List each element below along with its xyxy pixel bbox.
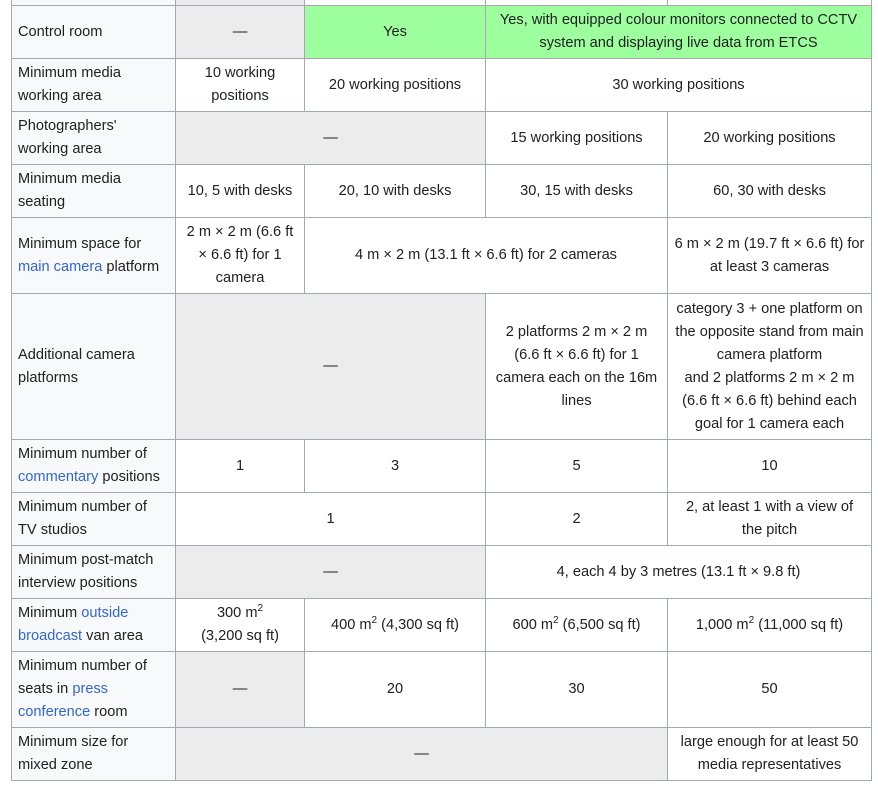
main-camera-link[interactable]: main camera [18, 258, 103, 275]
table-row-mixed-zone [12, 728, 872, 781]
table-cell: 50 [668, 652, 872, 728]
row-label-text: van area [86, 628, 143, 644]
table-cell-na: — [176, 294, 486, 440]
row-label [12, 599, 176, 652]
area-value: 400 m [330, 616, 372, 633]
table-cell: 4 m × 2 m (13.1 ft × 6.6 ft) for 2 cameras [305, 218, 668, 294]
table-row-photographers-area [12, 112, 872, 165]
table-cell: 20, 10 with desks [305, 165, 486, 218]
table-cell-yes: Yes, with equipped colour monitors connected to CCTV system and displaying live data from ETCS [486, 6, 872, 59]
table-row-press-conference [12, 652, 872, 728]
row-label-text: platform [106, 258, 160, 275]
table-row-additional-platforms [12, 294, 872, 440]
media-requirements-table [11, 0, 872, 781]
area-conversion: (6,500 sq ft) [562, 616, 641, 633]
table-cell: 2 m × 2 m (6.6 ft × 6.6 ft) for 1 camera [176, 218, 305, 294]
conference-link[interactable]: conference [18, 704, 91, 720]
table-cell: 3 [305, 440, 486, 493]
area-conversion: (4,300 sq ft) [381, 616, 460, 633]
table-cell-na: — [176, 652, 305, 728]
table-cell: 1 [176, 493, 486, 546]
table-cell: 20 working positions [668, 112, 872, 165]
table-row-commentary-positions [12, 440, 872, 493]
table-cell: 2 platforms 2 m × 2 m (6.6 ft × 6.6 ft) for 1 camera each on the 16m lines [486, 294, 668, 440]
table-cell: 2 [486, 493, 668, 546]
table-cell: 30 working positions [486, 59, 872, 112]
area-unit-exponent: 2 [748, 614, 755, 626]
row-label [12, 652, 176, 728]
row-label-text: Minimum [18, 605, 78, 621]
table-cell [668, 294, 872, 440]
table-cell: 6 m × 2 m (19.7 ft × 6.6 ft) for at least 3 cameras [668, 218, 872, 294]
area-conversion: (11,000 sq ft) [758, 616, 844, 633]
table-cell: 10 [668, 440, 872, 493]
press-link[interactable]: press [72, 681, 109, 697]
table-cell-na: — [176, 546, 486, 599]
table-cell: 60, 30 with desks [668, 165, 872, 218]
table-cell: 4, each 4 by 3 metres (13.1 ft × 9.8 ft) [486, 546, 872, 599]
row-label-text: room [94, 704, 128, 720]
table-row-media-working-area [12, 59, 872, 112]
table-cell: 20 working positions [305, 59, 486, 112]
cell-line: and 2 platforms 2 m × 2 m (6.6 ft × 6.6 ft) behind each goal for 1 camera each [682, 369, 857, 432]
table-cell: 2, at least 1 with a view of the pitch [668, 493, 872, 546]
cell-line: category 3 + one platform on the opposite stand from main camera platform [675, 300, 864, 363]
table-row-control-room [12, 6, 872, 59]
cell-line [182, 602, 298, 625]
commentary-link[interactable]: commentary [18, 469, 99, 485]
table-row-media-seating [12, 165, 872, 218]
area-value: 300 m [216, 605, 258, 621]
table-cell [486, 599, 668, 652]
table-row-main-camera-space [12, 218, 872, 294]
row-label: Minimum number of TV studios [12, 493, 176, 546]
table-cell: large enough for at least 50 media representatives [668, 728, 872, 781]
table-cell [668, 599, 872, 652]
area-value: 600 m [512, 616, 554, 633]
table-row-ob-van-area [12, 599, 872, 652]
table-row-tv-studios [12, 493, 872, 546]
table-cell [176, 599, 305, 652]
table-cell: 10 working positions [176, 59, 305, 112]
table-cell: 1 [176, 440, 305, 493]
area-unit-exponent: 2 [371, 614, 378, 626]
row-label: Minimum post-match interview positions [12, 546, 176, 599]
table-cell-yes: Yes [305, 6, 486, 59]
area-value: 1,000 m [695, 616, 749, 633]
table-cell: 30, 15 with desks [486, 165, 668, 218]
row-label-text: Minimum space for [18, 235, 142, 252]
table-cell [305, 599, 486, 652]
table-cell: 20 [305, 652, 486, 728]
table-cell: 30 [486, 652, 668, 728]
table-wrapper [11, 0, 872, 781]
row-label-text: Minimum number of [18, 446, 147, 462]
area-unit-exponent: 2 [553, 614, 559, 626]
row-label: Control room [12, 6, 176, 59]
area-unit-exponent: 2 [257, 603, 264, 615]
table-cell: 5 [486, 440, 668, 493]
row-label: Minimum media working area [12, 59, 176, 112]
table-cell-na: — [176, 112, 486, 165]
row-label [12, 440, 176, 493]
row-label-text: Minimum number of seats in [18, 658, 147, 697]
table-cell-na: — [176, 728, 668, 781]
table-cell: 15 working positions [486, 112, 668, 165]
row-label: Photographers' working area [12, 112, 176, 165]
row-label: Additional camera platforms [12, 294, 176, 440]
row-label: Minimum size for mixed zone [12, 728, 176, 781]
outside-broadcast-link[interactable]: outside broadcast [18, 605, 129, 644]
table-cell: 10, 5 with desks [176, 165, 305, 218]
table-cell-na: — [176, 6, 305, 59]
table-row-interview-positions [12, 546, 872, 599]
area-conversion: (3,200 sq ft) [201, 628, 279, 644]
row-label: Minimum media seating [12, 165, 176, 218]
row-label [12, 218, 176, 294]
row-label-text: positions [102, 469, 160, 485]
